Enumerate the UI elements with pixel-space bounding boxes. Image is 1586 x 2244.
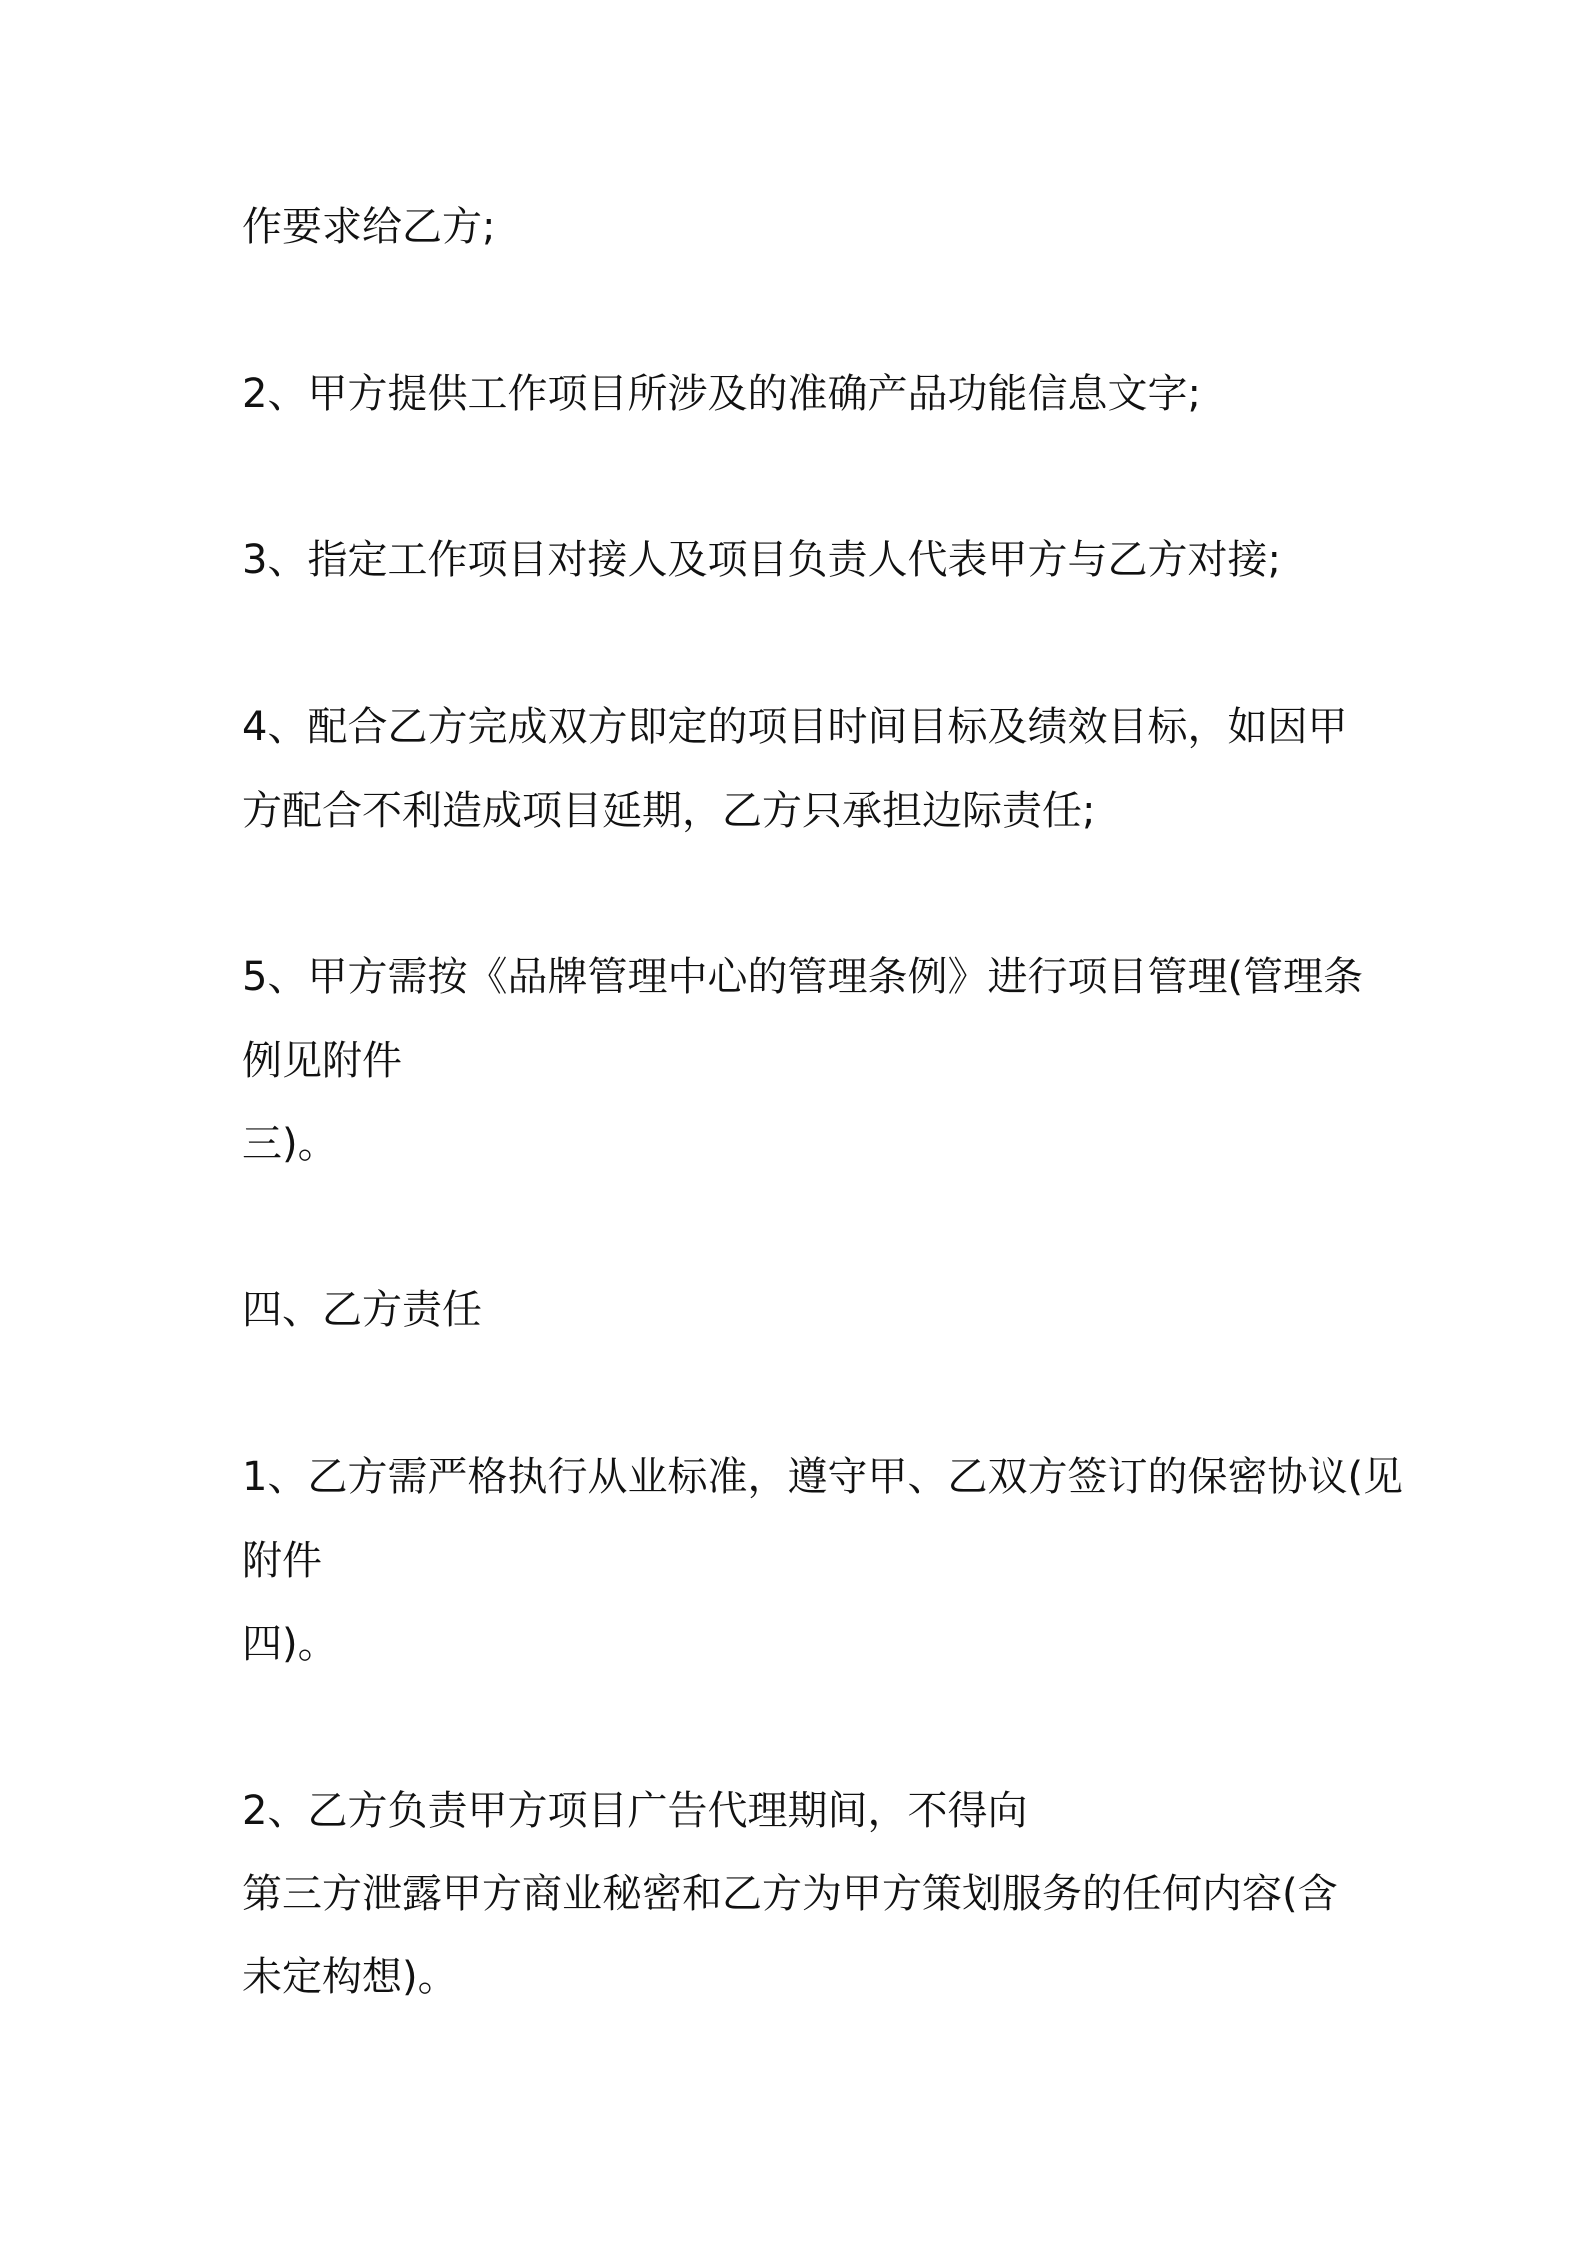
text-line-14: 第三方泄露甲方商业秘密和乙方为甲方策划服务的任何内容(含 [242,1871,1338,1917]
text-line-13: 2、乙方负责甲方项目广告代理期间，不得向 [242,1788,1028,1834]
text-line-2: 2、甲方提供工作项目所涉及的准确产品功能信息文字; [242,371,1201,417]
text-line-3: 3、指定工作项目对接人及项目负责人代表甲方与乙方对接; [242,537,1281,583]
text-line-10: 1、乙方需严格执行从业标准，遵守甲、乙双方签订的保密协议(见 [242,1454,1404,1500]
text-line-5: 方配合不利造成项目延期，乙方只承担边际责任; [242,788,1096,834]
text-line-1: 作要求给乙方; [242,204,496,250]
text-line-4: 4、配合乙方完成双方即定的项目时间目标及绩效目标，如因甲 [242,704,1348,750]
text-line-12: 四)。 [242,1621,338,1667]
section-heading: 四、乙方责任 [242,1287,482,1333]
text-line-11: 附件 [242,1538,322,1584]
text-line-6: 5、甲方需按《品牌管理中心的管理条例》进行项目管理(管理条 [242,954,1364,1000]
text-line-15: 未定构想)。 [242,1954,458,2000]
text-line-8: 三)。 [242,1121,338,1167]
text-line-7: 例见附件 [242,1038,402,1084]
